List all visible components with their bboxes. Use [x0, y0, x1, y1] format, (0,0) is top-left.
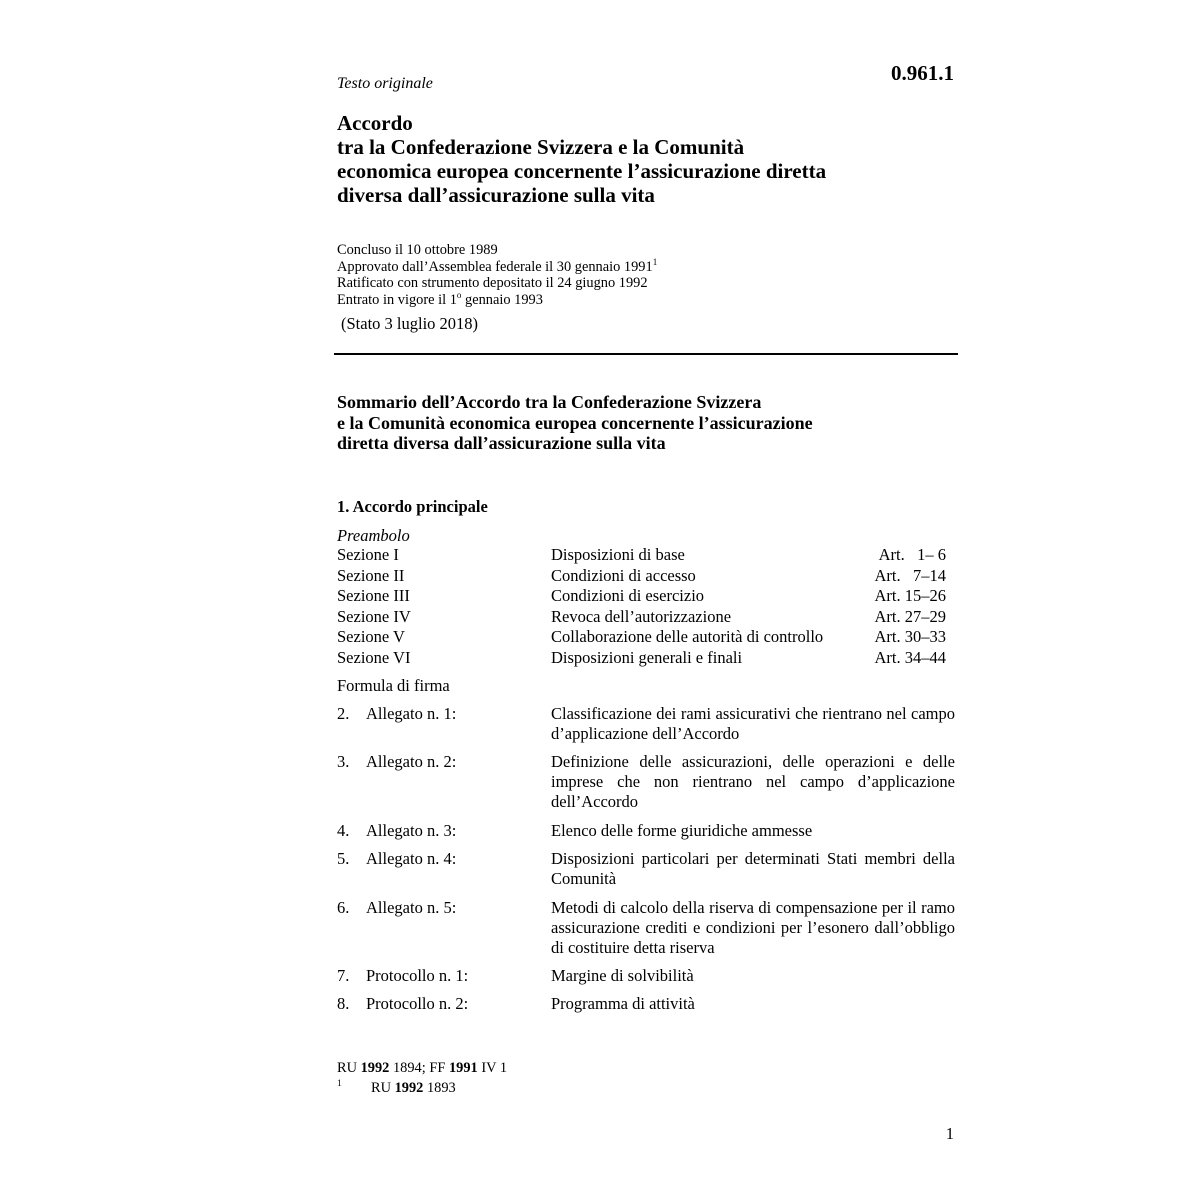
annex-description: Programma di attività	[551, 994, 695, 1013]
summary-title	[337, 392, 813, 454]
title-line: diversa dall’assicurazione sulla vita	[337, 183, 655, 207]
article-range: Art. 30–33	[874, 627, 946, 646]
main-agreement-heading: 1. Accordo principale	[337, 497, 488, 516]
annex-number: 3.	[337, 752, 350, 771]
section-title: Disposizioni generali e finali	[551, 647, 743, 667]
article-range: Art. 27–29	[874, 606, 946, 626]
footnote-mark: 1	[337, 1079, 342, 1089]
section-label: Sezione V	[337, 627, 405, 646]
article-range: Art. 7–14	[874, 565, 946, 585]
toc-row[interactable]	[337, 586, 957, 606]
ratified-date: Ratificato con strumento depositato il 24 giugno 1992	[337, 275, 648, 291]
annex-number: 5.	[337, 849, 350, 868]
annex-label: Protocollo n. 2:	[366, 994, 469, 1013]
annex-description: Margine di solvibilità	[551, 966, 694, 985]
article-range: Art. 34–44	[874, 647, 946, 667]
section-label: Sezione II	[337, 565, 405, 585]
article-range: Art. 15–26	[874, 586, 946, 605]
annex-description: Definizione delle assicurazioni, delle operazioni e delle imprese che non rientrano nel campo d’applicazione dell’Accordo	[551, 752, 955, 811]
title-line: Accordo	[337, 111, 413, 135]
section-title: Condizioni di esercizio	[551, 586, 705, 605]
original-text-label: Testo originale	[337, 75, 433, 92]
entry-into-force-date: Entrato in vigore il 1$^o$ gennaio 1993	[337, 289, 543, 308]
title-line: tra la Confederazione Svizzera e la Comunità	[337, 135, 745, 159]
toc-row[interactable]	[337, 627, 957, 647]
section-label: Sezione VI	[337, 647, 411, 667]
annex-description: Metodi di calcolo della riserva di compensazione per il ramo assicurazione crediti e condizioni per l’esonero dall’obbligo di costituire detta riserva	[551, 898, 955, 957]
summary-title-line: Sommario dell’Accordo tra la Confederazione Svizzera	[337, 392, 762, 412]
horizontal-rule	[334, 353, 958, 355]
annex-label: Allegato n. 4:	[366, 849, 457, 868]
section-label: Sezione III	[337, 586, 410, 605]
status-date: (Stato 3 luglio 2018)	[341, 314, 479, 333]
annex-label: Protocollo n. 1:	[366, 966, 469, 985]
annex-description: Elenco delle forme giuridiche ammesse	[551, 821, 813, 840]
footnote-ref[interactable]: 1	[652, 256, 658, 267]
title-line: economica europea concernente l’assicurazione diretta	[337, 159, 827, 183]
preamble-label: Preambolo	[337, 526, 410, 545]
annex-number: 2.	[337, 704, 350, 723]
section-label: Sezione IV	[337, 606, 411, 626]
annex-number: 4.	[337, 821, 350, 840]
publication-reference: RU 1992 1894; FF 1991 IV 1	[337, 1060, 508, 1076]
section-label: Sezione I	[337, 545, 399, 564]
toc-row[interactable]	[337, 545, 957, 565]
section-title: Condizioni di accesso	[551, 565, 696, 585]
annex-label: Allegato n. 3:	[366, 821, 457, 840]
section-title: Collaborazione delle autorità di controllo	[551, 627, 824, 646]
treaty-dates	[337, 242, 657, 308]
annex-description: Disposizioni particolari per determinati Stati membri della Comunità	[551, 849, 955, 888]
annex-description: Classificazione dei rami assicurativi che rientrano nel campo d’applicazione dell’Accordo	[551, 704, 955, 743]
page-number: 1	[945, 1124, 954, 1143]
toc-row[interactable]	[337, 648, 957, 668]
annex-label: Allegato n. 2:	[366, 752, 457, 771]
summary-title-line: diretta diversa dall’assicurazione sulla vita	[337, 433, 666, 453]
concluded-date: Concluso il 10 ottobre 1989	[337, 242, 498, 258]
toc-row[interactable]	[337, 607, 957, 627]
annex-label: Allegato n. 5:	[366, 898, 457, 917]
footnote-text: RU 1992 1893	[371, 1080, 456, 1096]
article-range: Art. 1– 6	[878, 545, 946, 564]
annex-number: 7.	[337, 966, 350, 985]
annex-number: 8.	[337, 994, 350, 1013]
section-title: Revoca dell’autorizzazione	[551, 606, 732, 626]
annex-number: 6.	[337, 898, 350, 917]
annex-label: Allegato n. 1:	[366, 704, 457, 723]
section-title: Disposizioni di base	[551, 545, 685, 564]
toc-row[interactable]	[337, 566, 957, 586]
document-title	[337, 111, 977, 207]
approved-date: Approvato dall’Assemblea federale il 30 gennaio 1991$^1$	[337, 256, 658, 275]
signature-formula: Formula di firma	[337, 676, 450, 695]
summary-title-line: e la Comunità economica europea concernente l’assicurazione	[337, 412, 813, 433]
classification-number: 0.961.1	[891, 61, 954, 85]
